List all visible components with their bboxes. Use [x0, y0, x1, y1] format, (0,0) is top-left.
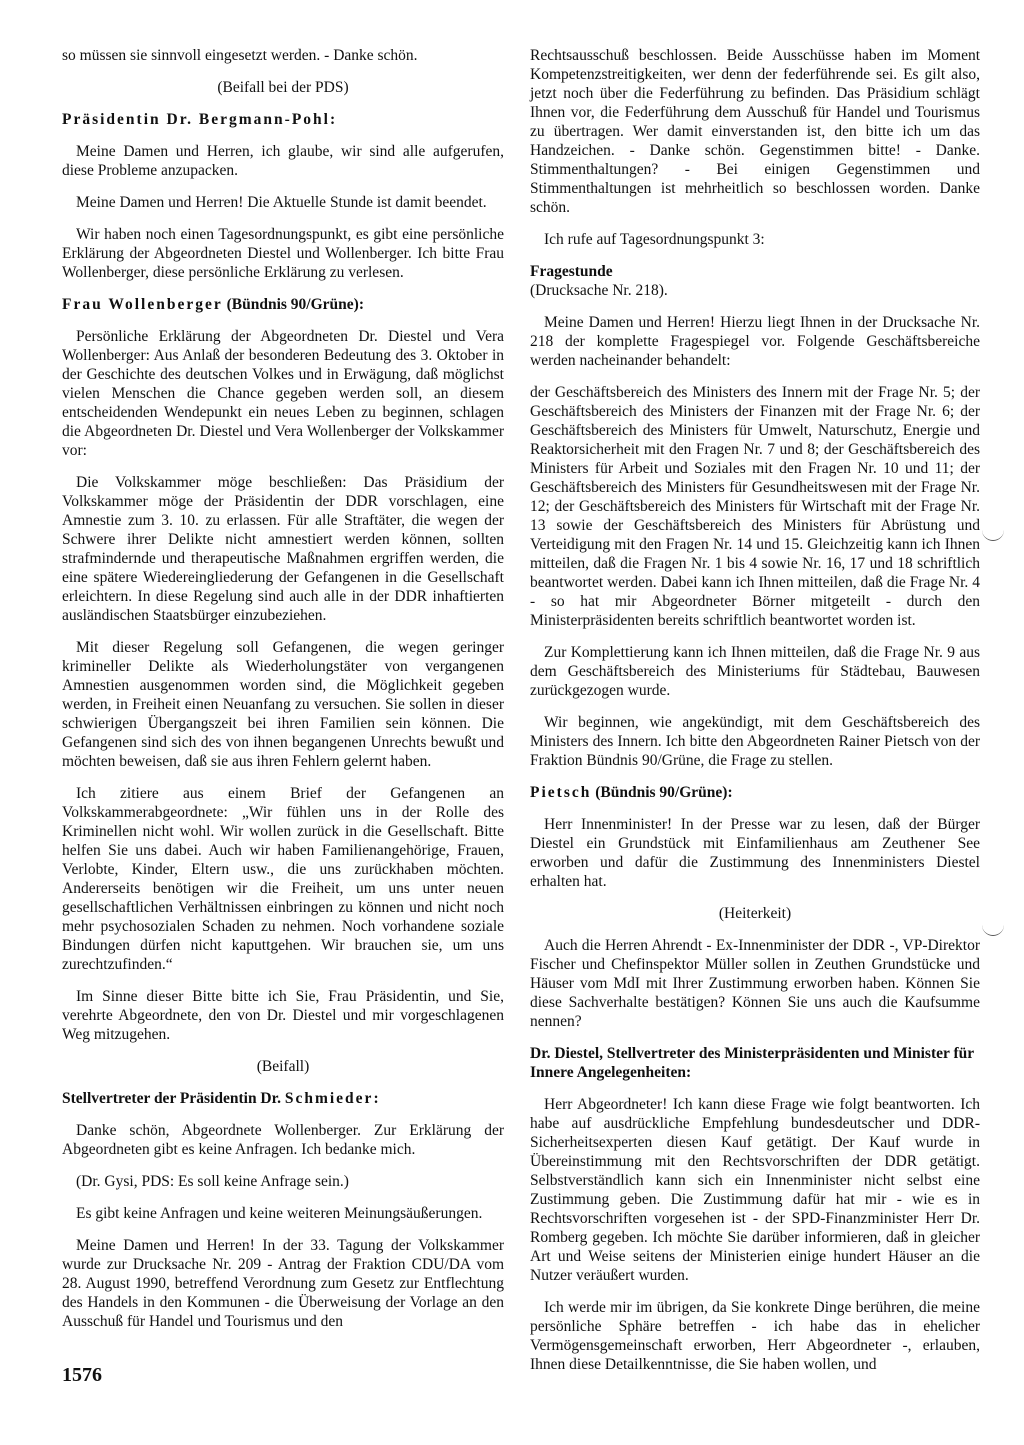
paragraph: Wir haben noch einen Tagesordnungspunkt, es gibt eine persönliche Erklärung der Abgeordneten Diestel und Wollenberger. Ich bitte Frau Wollenberger, diese persönliche Erklärung zu verlesen.: [62, 226, 504, 281]
speaker-name: Schmieder:: [284, 1090, 381, 1107]
paragraph: Die Volkskammer möge beschließen: Das Präsidium der Volkskammer möge der Präsidentin der DDR vorschlagen, eine Amnestie zum 3. 10. zu erlassen. Für alle Straftäter, die wegen der Schwere ihrer Delikte nicht amnestiert werden können, sollten strafmindernde und therapeutische Maßnahmen ergriffen werden, die eine spätere Wiedereingliederung der Gefangenen in die Gesellschaft erleichtern. In diese Regelung sind auch alle in der DDR inhaftierten ausländischen Staatsbürger einzubeziehen.: [62, 474, 504, 624]
margin-mark: [982, 925, 1004, 936]
paragraph: Mit dieser Regelung soll Gefangenen, die wegen geringer krimineller Delikte als Wiederholungstäter von vergangenen Amnestien ausgenommen worden sind, die Möglichkeit gegeben werden, in Freiheit einen Neuanfang zu versuchen. Sie sollen in dieser schwierigen Übergangszeit bei ihren Familien sein können. Die Gefangenen sind sich des von ihnen begangenen Unrechts bewußt und möchten beweisen, daß sie aus ihren Fehlern gelernt haben.: [62, 639, 504, 770]
speaker-heading: [62, 1089, 504, 1108]
speaker-party: (Bündnis 90/Grüne):: [226, 296, 364, 313]
paragraph: Ich zitiere aus einem Brief der Gefangenen an Volkskammerabgeordnete: „Wir fühlen uns in der Rolle des Kriminellen nicht wohl. Wir wollen zurück in die Gesellschaft. Bitte helfen Sie uns dabei. Auch wir haben Familienangehörige, Frauen, Verlobte, Kinder, Eltern usw., die uns zurückhaben möchten. Andererseits benötigen wir die Freiheit, um uns unter neuen gesellschaftlichen Verhältnissen einbringen zu können und nicht noch mehr psychosozialen Schaden zu nehmen. Noch vorhandene soziale Bindungen dürfen nicht kaputtgehen. Wir brauchen sie, um uns zurechtzufinden.“: [62, 785, 504, 973]
paragraph: Herr Innenminister! In der Presse war zu lesen, daß der Bürger Diestel ein Grundstück mit Einfamilienhaus am Zeuthener See erworben und dafür die Zustimmung des Innenministers Diestel erhalten hat.: [530, 816, 980, 890]
speaker-name: Frau Wollenberger: [62, 296, 223, 313]
paragraph: so müssen sie sinnvoll eingesetzt werden. - Danke schön.: [62, 47, 418, 64]
speaker-heading: [530, 783, 980, 802]
paragraph: der Geschäftsbereich des Ministers des Innern mit der Frage Nr. 5; der Geschäftsbereich des Ministers der Finanzen mit der Frage Nr. 6; der Geschäftsbereich des Ministers für Umwelt, Naturschutz, Energie und Reaktorsicherheit mit den Fragen Nr. 7 und 8; der Geschäftsbereich des Ministers für Arbeit und Soziales mit den Fragen Nr. 10 und 11; der Geschäftsbereich des Ministers für Gesundheitswesen mit der Frage Nr. 12; der Geschäftsbereich des Ministers für Wirtschaft mit der Frage Nr. 13 sowie der Geschäftsbereich des Ministers für Abrüstung und Verteidigung mit den Fragen Nr. 14 und 15. Gleichzeitig kann ich Ihnen mitteilen, daß die Fragen Nr. 1 bis 4 sowie Nr. 16, 17 und 18 schriftlich beantwortet werden. Dabei kann ich Ihnen mitteilen, daß die Frage Nr. 4 - so hat mir Abgeordneter Börner mitgeteilt - durch den Ministerpräsidenten bereits schriftlich beantwortet worden ist.: [530, 384, 980, 629]
speaker-heading: [62, 295, 504, 314]
paragraph: Meine Damen und Herren, ich glaube, wir sind alle aufgerufen, diese Probleme anzupacken.: [62, 143, 504, 179]
stage-direction: (Beifall): [256, 1058, 310, 1075]
stage-direction: (Beifall bei der PDS): [217, 79, 349, 96]
paragraph: Persönliche Erklärung der Abgeordneten Dr. Diestel und Vera Wollenberger: Aus Anlaß der besonderen Bedeutung des 3. Oktober in der Geschichte des deutschen Volkes und in Erwägung, daß möglichst vielen Menschen die Chance gegeben werden soll, an diesem entscheidenden Wendepunkt ein neues Leben zu beginnen, schlagen die Abgeordneten Dr. Diestel und Vera Wollenberger der Volkskammer vor:: [62, 328, 504, 459]
paragraph: Meine Damen und Herren! In der 33. Tagung der Volkskammer wurde zur Drucksache Nr. 209 - Antrag der Fraktion CDU/DA vom 28. August 1990, betreffend Verordnung zum Gesetz zur Entflechtung des Handels in den Kommunen - die Überweisung der Vorlage an den Ausschuß für Handel und Tourismus und den: [62, 1237, 504, 1330]
paragraph: Meine Damen und Herren! Die Aktuelle Stunde ist damit beendet.: [76, 194, 487, 211]
right-column: [530, 46, 980, 1387]
interjection: (Dr. Gysi, PDS: Es soll keine Anfrage sein.): [76, 1173, 349, 1190]
paragraph: Auch die Herren Ahrendt - Ex-Innenminister der DDR -, VP-Direktor Fischer und Chefinspektor Müller sollen in Zeuthen Grundstücke und Häuser vom MdI mit Ihrer Zustimmung erworben haben. Können Sie diese Sachverhalte bestätigen? Können Sie uns auch die Kaufsumme nennen?: [530, 937, 980, 1030]
paragraph: Rechtsausschuß beschlossen. Beide Ausschüsse haben im Moment Kompetenzstreitigkeiten, wer denn der federführende sei. Es gilt also, jetzt noch über die Federführung zu befinden. Das Präsidium schlägt Ihnen vor, die Federführung dem Ausschuß für Handel und Tourismus zu übertragen. Wer damit einverstanden ist, den bitte ich um das Handzeichen. - Danke schön. Gegenstimmen bitte! - Danke. Stimmenthaltungen? - Bei einigen Gegenstimmen und Stimmenthaltungen ist mehrheitlich so beschlossen worden. Danke schön.: [530, 47, 980, 216]
speaker-heading: Dr. Diestel, Stellvertreter des Ministerpräsidenten und Minister für Innere Angelegenheiten:: [530, 1045, 974, 1081]
paragraph: Meine Damen und Herren! Hierzu liegt Ihnen in der Drucksache Nr. 218 der komplette Fragespiegel vor. Folgende Geschäftsbereiche werden nacheinander behandelt:: [530, 314, 980, 369]
stage-direction: (Heiterkeit): [718, 905, 792, 922]
paragraph: Ich rufe auf Tagesordnungspunkt 3:: [544, 231, 765, 248]
margin-mark: [982, 530, 1004, 541]
paragraph: Wir beginnen, wie angekündigt, mit dem Geschäftsbereich des Ministers des Innern. Ich bitte den Abgeordneten Rainer Pietsch von der Fraktion Bündnis 90/Grüne, die Frage zu stellen.: [530, 714, 980, 769]
speaker-name: Pietsch: [530, 784, 592, 801]
speaker-title: Stellvertreter der Präsidentin Dr.: [62, 1090, 281, 1107]
paragraph: Danke schön, Abgeordnete Wollenberger. Zur Erklärung der Abgeordneten gibt es keine Anfragen. Ich bedanke mich.: [62, 1122, 504, 1158]
speaker-heading: Präsidentin Dr. Bergmann-Pohl:: [62, 111, 338, 128]
agenda-item: [530, 262, 980, 300]
page-number: 1576: [62, 1364, 102, 1386]
paragraph: Zur Komplettierung kann ich Ihnen mitteilen, daß die Frage Nr. 9 aus dem Geschäftsbereich des Ministeriums für Städtebau, Bauwesen zurückgezogen wurde.: [530, 644, 980, 699]
agenda-reference: (Drucksache Nr. 218).: [530, 282, 668, 299]
speaker-party: (Bündnis 90/Grüne):: [595, 784, 733, 801]
paragraph: Im Sinne dieser Bitte bitte ich Sie, Frau Präsidentin, und Sie, verehrte Abgeordnete, den von Dr. Diestel und mir vorgeschlagenen Weg mitzugehen.: [62, 988, 504, 1043]
paragraph: Ich werde mir im übrigen, da Sie konkrete Dinge berühren, die meine persönliche Sphäre betreffen - ich habe das in ehelicher Vermögensgemeinschaft erworben, Herr Abgeordneter -, erlauben, Ihnen diese Detailkenntnisse, die Sie haben wollen, und: [530, 1299, 980, 1373]
left-column: [62, 46, 504, 1344]
paragraph: Es gibt keine Anfragen und keine weiteren Meinungsäußerungen.: [76, 1205, 483, 1222]
agenda-title: Fragestunde: [530, 263, 613, 280]
paragraph: Herr Abgeordneter! Ich kann diese Frage wie folgt beantworten. Ich habe auf ausdrückliche Empfehlung bundesdeutscher und DDR-Sicherheitsexperten diesen Kauf getätigt. Der Kauf wurde in Übereinstimmung mit den Rechtsvorschriften der DDR getätigt. Selbstverständlich kann sich ein Innenminister nicht selbst eine Zustimmung geben. Die Zustimmung dafür hat mir - wie es in Rechtsvorschriften vorgesehen ist - der SPD-Finanzminister Herr Dr. Romberg gegeben. Ich möchte Sie darüber informieren, daß in gleicher Art und Weise seitens der Ministerien einige hundert Häuser an die Nutzer veräußert wurden.: [530, 1096, 980, 1284]
